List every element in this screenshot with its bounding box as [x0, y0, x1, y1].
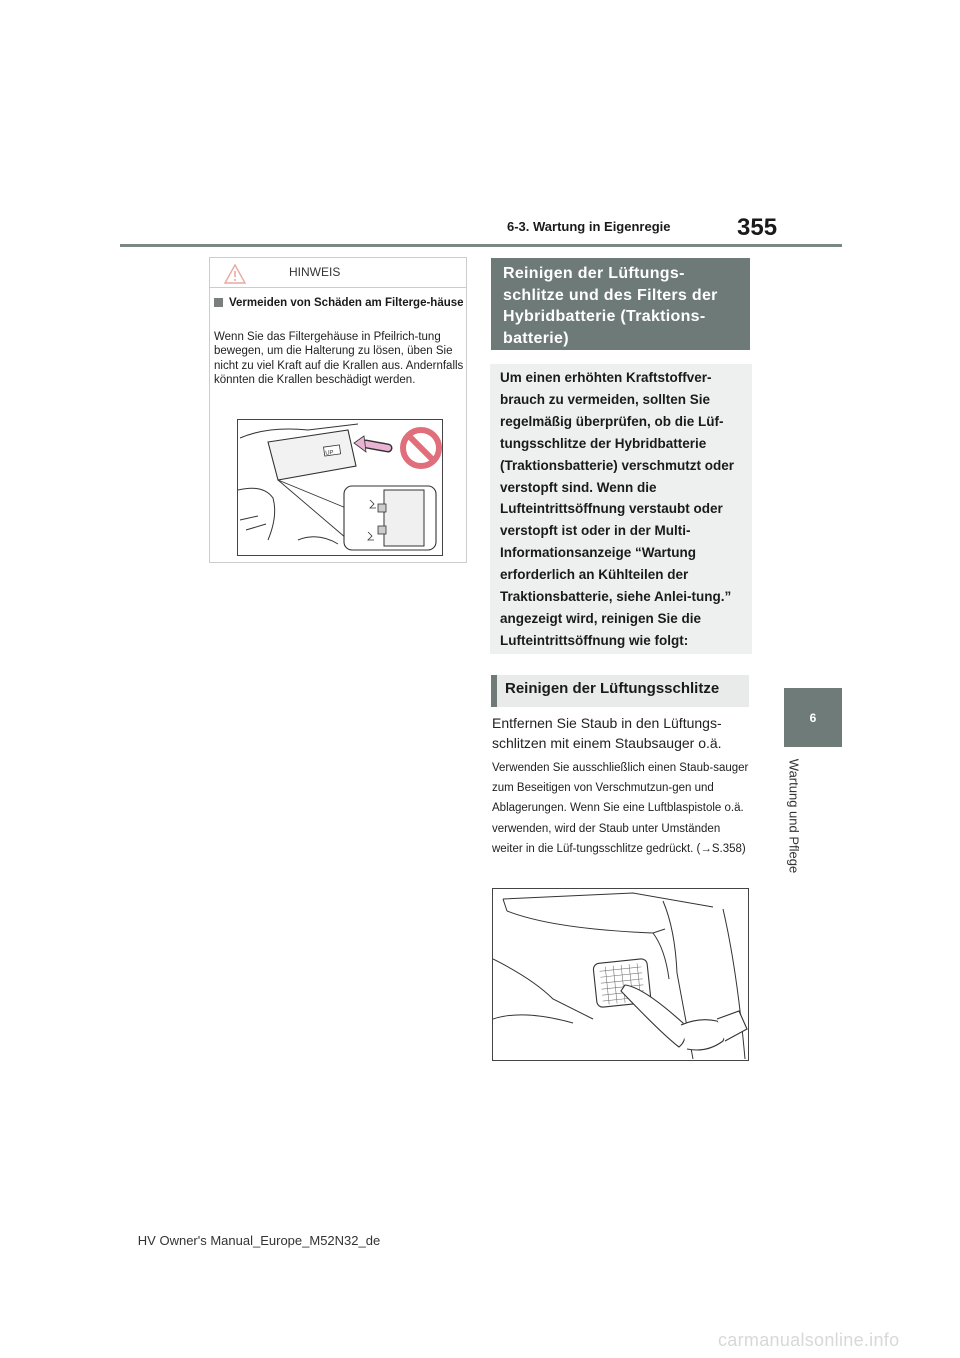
hint-text: Verwenden Sie ausschließlich einen Staub-sauger zum Beseitigen von Verschmutzun-gen und Ablagerungen. Wenn Sie eine Luftblaspistole o.ä. verwenden, wird der Staub unter Umständen weiter in die Lüf-tungsschlitze gedrückt. (→S.358)	[492, 762, 749, 855]
vent-cleaning-illustration	[492, 888, 749, 1061]
notice-title: HINWEIS	[289, 265, 341, 279]
notice-bullet-text: Vermeiden von Schäden am Filterge-häuse	[229, 297, 464, 309]
info-box	[490, 364, 752, 654]
bullet-square-icon	[214, 298, 223, 307]
notice-header	[210, 258, 466, 288]
watermark: carmanualsonline.info	[718, 1330, 900, 1350]
notice-box	[209, 257, 467, 563]
notice-bullet	[214, 296, 464, 310]
section-heading: Reinigen der Lüftungs-schlitze und des Filters der Hybridbatterie (Traktions-batterie)	[491, 258, 750, 350]
filter-housing-drawing	[238, 420, 442, 555]
chapter-tab-number[interactable]: 6	[784, 688, 842, 747]
chapter-title-text: Wartung und Pflege	[786, 758, 802, 874]
chapter-title	[772, 752, 816, 880]
sub-heading: Reinigen der Lüftungsschlitze	[491, 675, 749, 707]
figure-label: UP	[325, 449, 335, 457]
footer-text: HV Owner's Manual_Europe_M52N32_de	[137, 1233, 381, 1248]
notice-body: Wenn Sie das Filtergehäuse in Pfeilrich-tung bewegen, um die Halterung zu lösen, üben Sie nicht zu viel Kraft auf die Krallen aus. Andernfalls könnten die Krallen beschädigt werden.	[214, 331, 464, 387]
warning-triangle-icon	[224, 264, 246, 284]
header-rule	[120, 244, 842, 247]
info-text: Um einen erhöhten Kraftstoffver-brauch zu vermeiden, sollten Sie regelmäßig überprüfen, ob die Lüf-tungsschlitze der Hybridbatterie (Traktionsbatterie) verschmutzt oder verstopft sind. Wenn die Lufteintrittsöffnung verstaubt oder verstopft ist oder in der Multi-Informationsanzeige “Wartung erforderlich an Kühlteilen der Traktionsbatterie, siehe Anlei-tung.” angezeigt wird, reinigen Sie die Lufteintrittsöffnung wie folgt:	[500, 370, 735, 648]
filter-housing-illustration	[237, 419, 443, 556]
page-number: 355	[737, 214, 778, 241]
vent-cleaning-drawing	[493, 889, 748, 1060]
section-header: 6-3. Wartung in Eigenregie	[507, 219, 671, 234]
step-text: Entfernen Sie Staub in den Lüftungs-schlitzen mit einem Staubsauger o.ä.	[492, 715, 722, 751]
